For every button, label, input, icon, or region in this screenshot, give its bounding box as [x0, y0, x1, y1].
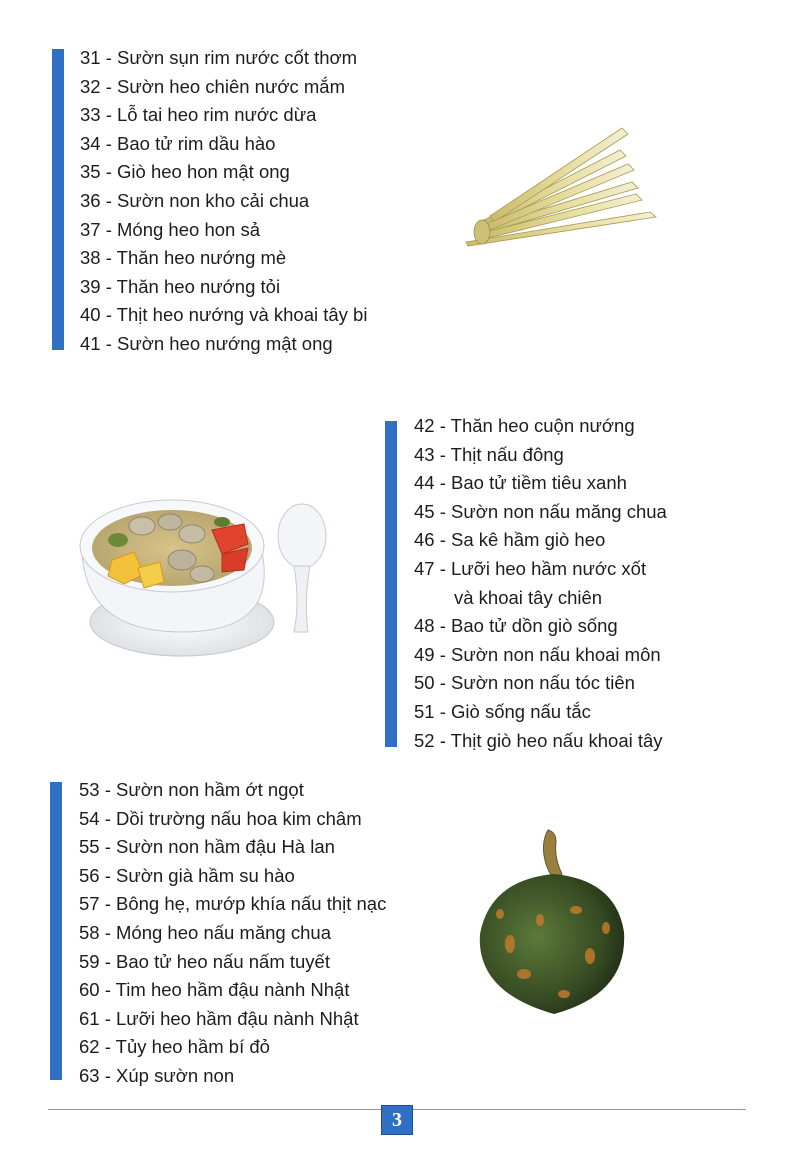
list-item: 61 - Lưỡi heo hầm đậu nành Nhật [79, 1007, 359, 1029]
recipe-list-3 [79, 776, 386, 1091]
list-item: 33 - Lỗ tai heo rim nước dừa [80, 104, 317, 126]
list-item: 40 - Thịt heo nướng và khoai tây bi [80, 304, 368, 326]
list-item: 48 - Bao tử dồn giò sống [414, 615, 618, 637]
list-item: 57 - Bông hẹ, mướp khía nấu thịt nạc [79, 893, 387, 915]
pumpkin-illustration [470, 824, 640, 1024]
list-item: 32 - Sườn heo chiên nước mắm [80, 75, 345, 97]
list-item: 46 - Sa kê hầm giò heo [414, 529, 606, 551]
list-item: 36 - Sườn non kho cải chua [80, 189, 310, 211]
recipe-list-2 [414, 412, 667, 755]
list-item: 44 - Bao tử tiềm tiêu xanh [414, 472, 627, 494]
list-item: 62 - Tủy heo hầm bí đỏ [79, 1036, 270, 1058]
list-item: 49 - Sườn non nấu khoai môn [414, 643, 661, 665]
list-item: 38 - Thăn heo nướng mè [80, 247, 287, 269]
list-item: 53 - Sườn non hầm ớt ngọt [79, 779, 304, 800]
list-item: 43 - Thịt nấu đông [414, 443, 564, 465]
list-item: 54 - Dồi trường nấu hoa kim châm [79, 807, 362, 829]
list-item: 60 - Tim heo hầm đậu nành Nhật [79, 979, 350, 1001]
list-item: 31 - Sườn sụn rim nước cốt thơm [80, 47, 358, 68]
list-item: 55 - Sườn non hầm đậu Hà lan [79, 836, 335, 858]
list-item: 63 - Xúp sườn non [79, 1064, 235, 1086]
list-item: 37 - Móng heo hon sả [80, 218, 260, 240]
list-item: 42 - Thăn heo cuộn nướng [414, 415, 635, 436]
soup-bowl-illustration [72, 482, 342, 662]
list-item: 34 - Bao tử rim dầu hào [80, 132, 276, 154]
page-number: 3 [381, 1105, 413, 1135]
list-item: 35 - Giò heo hon mật ong [80, 161, 290, 183]
list-item: 47 - Lưỡi heo hầm nước xốt [414, 557, 647, 579]
section-3-bar [50, 782, 62, 1080]
section-1-bar [52, 49, 64, 350]
lemongrass-illustration [460, 120, 670, 250]
list-item: 41 - Sườn heo nướng mật ong [80, 332, 333, 354]
list-item-continuation: và khoai tây chiên [454, 586, 603, 608]
list-item: 39 - Thăn heo nướng tỏi [80, 275, 281, 297]
list-item: 59 - Bao tử heo nấu nấm tuyết [79, 950, 330, 972]
list-item: 45 - Sườn non nấu măng chua [414, 500, 667, 522]
list-item: 50 - Sườn non nấu tóc tiên [414, 672, 635, 694]
section-2-bar [385, 421, 397, 747]
list-item: 51 - Giò sống nấu tắc [414, 700, 591, 722]
list-item: 52 - Thịt giò heo nấu khoai tây [414, 729, 663, 751]
recipe-list-1 [80, 44, 367, 359]
list-item: 56 - Sườn già hầm su hào [79, 864, 295, 886]
list-item: 58 - Móng heo nấu măng chua [79, 921, 331, 943]
